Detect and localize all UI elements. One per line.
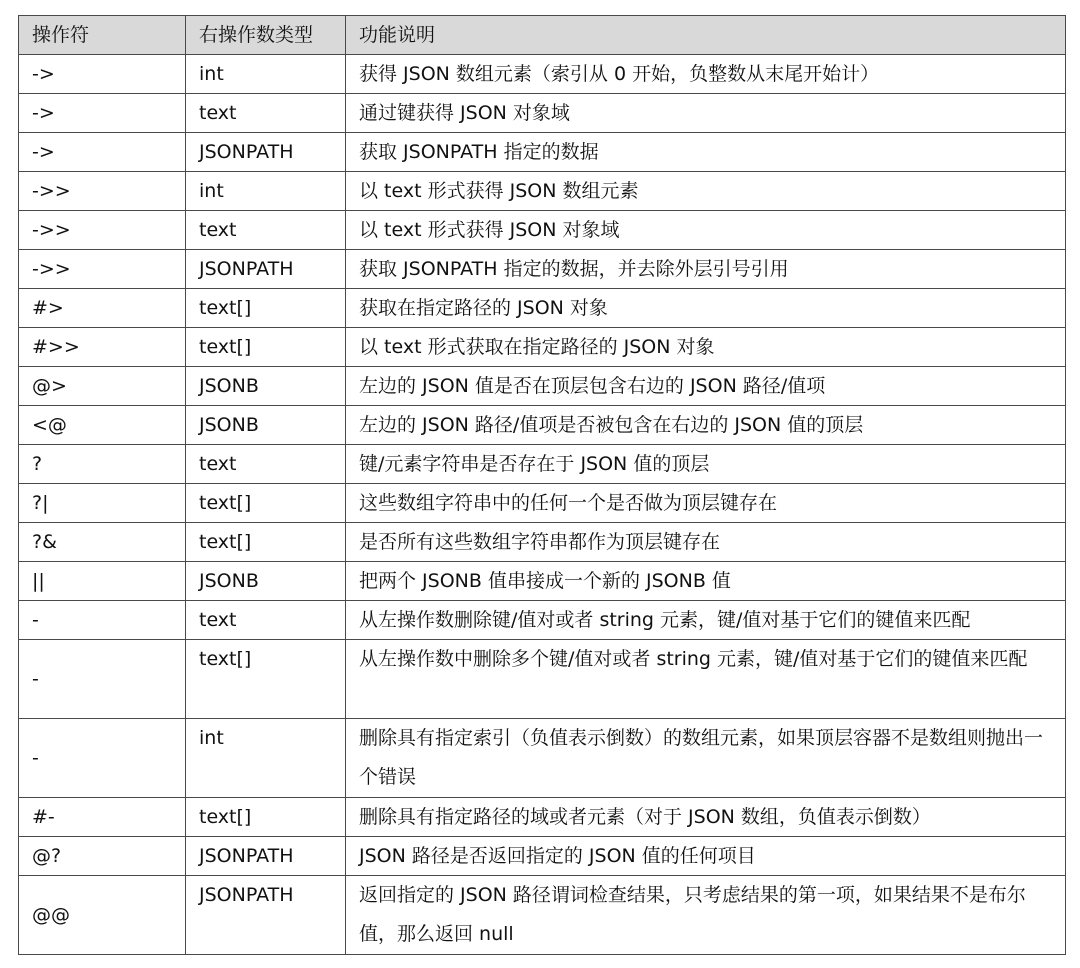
description-cell: 左边的 JSON 路径/值项是否被包含在右边的 JSON 值的顶层	[346, 406, 1066, 445]
table-row	[19, 94, 1066, 133]
header-right-type: 右操作数类型	[186, 16, 346, 55]
type-cell: int	[186, 172, 346, 211]
operator-cell: -	[19, 601, 186, 640]
table-row	[19, 367, 1066, 406]
description-cell: 返回指定的 JSON 路径谓词检查结果，只考虑结果的第一项，如果结果不是布尔值，那么返回 null	[346, 876, 1066, 955]
description-cell: 是否所有这些数组字符串都作为顶层键存在	[346, 523, 1066, 562]
description-cell: 以 text 形式获取在指定路径的 JSON 对象	[346, 328, 1066, 367]
operator-cell: @?	[19, 837, 186, 876]
operator-cell: @>	[19, 367, 186, 406]
description-cell: 这些数组字符串中的任何一个是否做为顶层键存在	[346, 484, 1066, 523]
operator-cell: ->>	[19, 211, 186, 250]
table-row	[19, 484, 1066, 523]
operator-cell: #-	[19, 798, 186, 837]
header-row	[19, 16, 1066, 55]
type-cell: text[]	[186, 798, 346, 837]
table-row	[19, 562, 1066, 601]
table-row	[19, 601, 1066, 640]
table-row	[19, 289, 1066, 328]
type-cell: text[]	[186, 289, 346, 328]
type-cell: text[]	[186, 523, 346, 562]
type-cell: JSONB	[186, 406, 346, 445]
operator-cell: ->>	[19, 172, 186, 211]
operator-cell: <@	[19, 406, 186, 445]
operator-cell: @@	[19, 876, 186, 955]
table-row	[19, 837, 1066, 876]
description-cell: 删除具有指定路径的域或者元素（对于 JSON 数组，负值表示倒数）	[346, 798, 1066, 837]
description-cell: 删除具有指定索引（负值表示倒数）的数组元素，如果顶层容器不是数组则抛出一个错误	[346, 719, 1066, 798]
operator-cell: -	[19, 719, 186, 798]
type-cell: text	[186, 601, 346, 640]
table-row	[19, 798, 1066, 837]
type-cell: JSONB	[186, 562, 346, 601]
type-cell: JSONPATH	[186, 837, 346, 876]
operator-cell: ->	[19, 133, 186, 172]
type-cell: JSONPATH	[186, 250, 346, 289]
description-cell: 左边的 JSON 值是否在顶层包含右边的 JSON 路径/值项	[346, 367, 1066, 406]
type-cell: JSONB	[186, 367, 346, 406]
description-cell: 获取 JSONPATH 指定的数据	[346, 133, 1066, 172]
table-row	[19, 250, 1066, 289]
description-cell: 以 text 形式获得 JSON 数组元素	[346, 172, 1066, 211]
table-row	[19, 445, 1066, 484]
description-cell: 获得 JSON 数组元素（索引从 0 开始，负整数从末尾开始计）	[346, 55, 1066, 94]
operator-cell: ?	[19, 445, 186, 484]
table-row	[19, 876, 1066, 955]
description-cell: 获取 JSONPATH 指定的数据，并去除外层引号引用	[346, 250, 1066, 289]
type-cell: text[]	[186, 484, 346, 523]
header-description: 功能说明	[346, 16, 1066, 55]
table-row	[19, 719, 1066, 798]
type-cell: int	[186, 719, 346, 798]
description-cell: 获取在指定路径的 JSON 对象	[346, 289, 1066, 328]
description-cell: 从左操作数中删除多个键/值对或者 string 元素，键/值对基于它们的键值来匹配	[346, 640, 1066, 719]
type-cell: int	[186, 55, 346, 94]
operator-cell: #>>	[19, 328, 186, 367]
table-row	[19, 640, 1066, 719]
description-cell: 以 text 形式获得 JSON 对象域	[346, 211, 1066, 250]
type-cell: text	[186, 94, 346, 133]
table-row	[19, 55, 1066, 94]
type-cell: JSONPATH	[186, 876, 346, 955]
table-row	[19, 523, 1066, 562]
operator-cell: -	[19, 640, 186, 719]
type-cell: text[]	[186, 640, 346, 719]
type-cell: JSONPATH	[186, 133, 346, 172]
description-cell: 把两个 JSONB 值串接成一个新的 JSONB 值	[346, 562, 1066, 601]
type-cell: text	[186, 211, 346, 250]
type-cell: text	[186, 445, 346, 484]
operator-cell: ->>	[19, 250, 186, 289]
operator-cell: ->	[19, 94, 186, 133]
operator-cell: ->	[19, 55, 186, 94]
description-cell: 通过键获得 JSON 对象域	[346, 94, 1066, 133]
operator-cell: ?|	[19, 484, 186, 523]
description-cell: JSON 路径是否返回指定的 JSON 值的任何项目	[346, 837, 1066, 876]
table-row	[19, 211, 1066, 250]
table-row	[19, 172, 1066, 211]
table-row	[19, 406, 1066, 445]
description-cell: 键/元素字符串是否存在于 JSON 值的顶层	[346, 445, 1066, 484]
json-operators-table	[18, 15, 1066, 955]
operator-cell: ?&	[19, 523, 186, 562]
operator-cell: ||	[19, 562, 186, 601]
table-row	[19, 328, 1066, 367]
table-row	[19, 133, 1066, 172]
description-cell: 从左操作数删除键/值对或者 string 元素，键/值对基于它们的键值来匹配	[346, 601, 1066, 640]
type-cell: text[]	[186, 328, 346, 367]
operator-cell: #>	[19, 289, 186, 328]
header-operator: 操作符	[19, 16, 186, 55]
